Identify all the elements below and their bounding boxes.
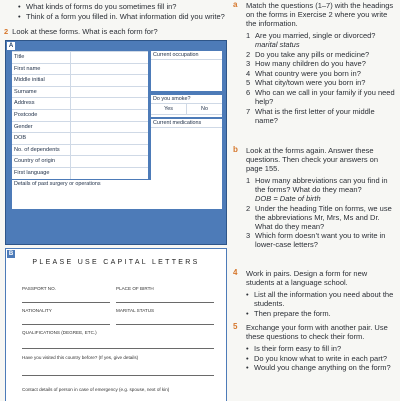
section-4-number: 4 (233, 268, 238, 277)
section-5-bullets (246, 344, 396, 372)
smoke-yes-option[interactable]: Yes (151, 104, 187, 114)
field-label: No. of dependents (12, 145, 71, 156)
form-field-row (12, 97, 148, 109)
medications-box[interactable] (151, 119, 222, 181)
question-item (246, 50, 396, 59)
section-5-number: 5 (233, 322, 238, 331)
field-input[interactable] (71, 110, 148, 121)
question-number: 4 (246, 68, 251, 78)
field-input[interactable] (71, 52, 148, 63)
place-of-birth-label: PLACE OF BIRTH (116, 286, 154, 291)
intro-bullets (4, 1, 238, 21)
field-input[interactable] (71, 98, 148, 109)
question-number: 7 (246, 106, 251, 116)
question-number: 3 (246, 231, 251, 241)
place-of-birth-line[interactable] (116, 302, 214, 303)
form-field-row (12, 167, 148, 179)
example-answer: marital status (255, 40, 300, 49)
field-label: Middle initial (12, 75, 71, 86)
question-item (246, 78, 396, 87)
question-text: How many abbreviations can you find in the forms? What do they mean? (255, 176, 388, 194)
question-item (246, 231, 396, 249)
question-item (246, 59, 396, 68)
question-text: Do you take any pills or medicine? (255, 49, 370, 59)
question-number: 1 (246, 176, 251, 185)
field-label: Surname (12, 87, 71, 98)
question-text: How many children do you have? (255, 59, 366, 69)
question-number: 2 (246, 49, 251, 59)
form-field-row (12, 132, 148, 144)
form-a-tag: A (8, 43, 14, 49)
qualifications-line[interactable] (22, 348, 214, 349)
smoke-label: Do you smoke? (151, 95, 222, 104)
bullet-item: • Is their form easy to fill in? (246, 344, 396, 353)
question-number: 5 (246, 78, 251, 88)
form-field-row (12, 109, 148, 121)
medications-label: Current medications (151, 119, 222, 128)
field-label: Country of origin (12, 156, 71, 167)
passport-line[interactable] (22, 302, 110, 303)
section-a-content (246, 1, 396, 125)
field-label: First language (12, 168, 71, 179)
field-label: Postcode (12, 110, 71, 121)
form-b-heading: PLEASE USE CAPITAL LETTERS (32, 259, 200, 266)
form-field-row (12, 63, 148, 75)
passport-label: PASSPORT NO. (22, 286, 56, 291)
question-item (246, 31, 396, 49)
field-input[interactable] (71, 156, 148, 167)
nationality-label: NATIONALITY (22, 308, 52, 313)
section-5-content (246, 323, 396, 372)
question-number: 2 (246, 203, 251, 213)
emergency-contact-label: Contact details of person in case of emergency (e.g. spouse, next of kin) (22, 387, 170, 392)
form-b-tag: B (8, 251, 14, 257)
form-b (5, 248, 227, 401)
bullet-item: • Would you change anything on the form? (246, 363, 396, 372)
form-field-row (12, 144, 148, 156)
intro-bullet: • Think of a form you filled in. What information did you write? (18, 12, 238, 21)
example-answer: DOB = Date of birth (255, 194, 321, 203)
smoke-no-option[interactable]: No (201, 106, 208, 113)
form-a (5, 40, 227, 245)
field-label: DOB (12, 133, 71, 144)
section-4-intro: Work in pairs. Design a form for new students at a language school. (246, 269, 368, 287)
visited-line[interactable] (22, 375, 214, 376)
section-a-letter: a (233, 0, 238, 9)
question-item (246, 204, 396, 231)
question-item (246, 88, 396, 106)
field-label: First name (12, 64, 71, 75)
field-label: Title (12, 52, 71, 63)
question-text: What city/town were you born in? (255, 78, 366, 88)
question-number: 6 (246, 87, 251, 97)
section-b-content (246, 146, 396, 249)
field-label: Address (12, 98, 71, 109)
question-text: What is the first letter of your middle name? (255, 106, 375, 125)
smoke-options (151, 104, 222, 115)
section-a-intro: Match the questions (1–7) with the headings on the forms in Exercise 2 where you write the information. (246, 1, 394, 28)
surgery-label: Details of past surgery or operations (14, 181, 101, 187)
field-input[interactable] (71, 122, 148, 133)
bullet-item: • Do you know what to write in each part? (246, 354, 396, 363)
question-item (246, 69, 396, 78)
bullet-item: • Then prepare the form. (246, 309, 396, 318)
section-b-intro: Look at the forms again. Answer these questions. Then check your answers on page 155. (246, 146, 379, 173)
field-label: Gender (12, 122, 71, 133)
nationality-line[interactable] (22, 324, 110, 325)
marital-status-label: MARITAL STATUS (116, 308, 155, 313)
field-input[interactable] (71, 145, 148, 156)
visited-label: Have you visited this country before? (If yes, give details) (22, 355, 139, 360)
form-a-personal-fields (12, 51, 148, 179)
field-input[interactable] (71, 75, 148, 86)
qualifications-label: QUALIFICATIONS (DEGREE, ETC.) (22, 330, 97, 335)
form-field-row (12, 51, 148, 63)
exercise-number: 2 (4, 27, 9, 36)
section-4-content (246, 269, 396, 318)
exercise-text: Look at these forms. What is each form for? (12, 27, 158, 36)
field-input[interactable] (71, 87, 148, 98)
question-text: Which form doesn’t want you to write in lower-case letters? (255, 231, 386, 250)
question-item (246, 107, 396, 125)
field-input[interactable] (71, 64, 148, 75)
section-b-letter: b (233, 145, 238, 154)
form-field-row (12, 155, 148, 167)
smoke-box (151, 95, 222, 117)
bullet-item: • List all the information you need about the students. (246, 290, 396, 308)
question-number: 1 (246, 31, 251, 40)
form-field-row (12, 86, 148, 98)
field-input[interactable] (71, 133, 148, 144)
exercise-2-instruction (4, 27, 158, 36)
form-field-row (12, 74, 148, 86)
question-text: Who can we call in your family if you need help? (255, 87, 395, 106)
question-text: Under the heading Title on forms, we use the abbreviations Mr, Mrs, Ms and Dr. What do they mean? (255, 203, 392, 231)
right-column (233, 0, 400, 400)
question-item (246, 176, 396, 203)
intro-bullet: • What kinds of forms do you sometimes fill in? (18, 2, 238, 11)
section-4-bullets (246, 290, 396, 318)
question-number: 3 (246, 59, 251, 69)
field-input[interactable] (71, 168, 148, 179)
question-text: What country were you born in? (255, 68, 361, 78)
occupation-box[interactable] (151, 51, 222, 91)
section-a-questions (246, 31, 396, 125)
surgery-box[interactable] (12, 180, 222, 209)
marital-status-line[interactable] (116, 324, 214, 325)
form-field-row (12, 121, 148, 133)
section-b-questions (246, 176, 396, 249)
question-text: Are you married, single or divorced? (255, 31, 376, 40)
occupation-label: Current occupation (151, 51, 222, 60)
section-5-intro: Exchange your form with another pair. Use these questions to check their form. (246, 323, 388, 341)
